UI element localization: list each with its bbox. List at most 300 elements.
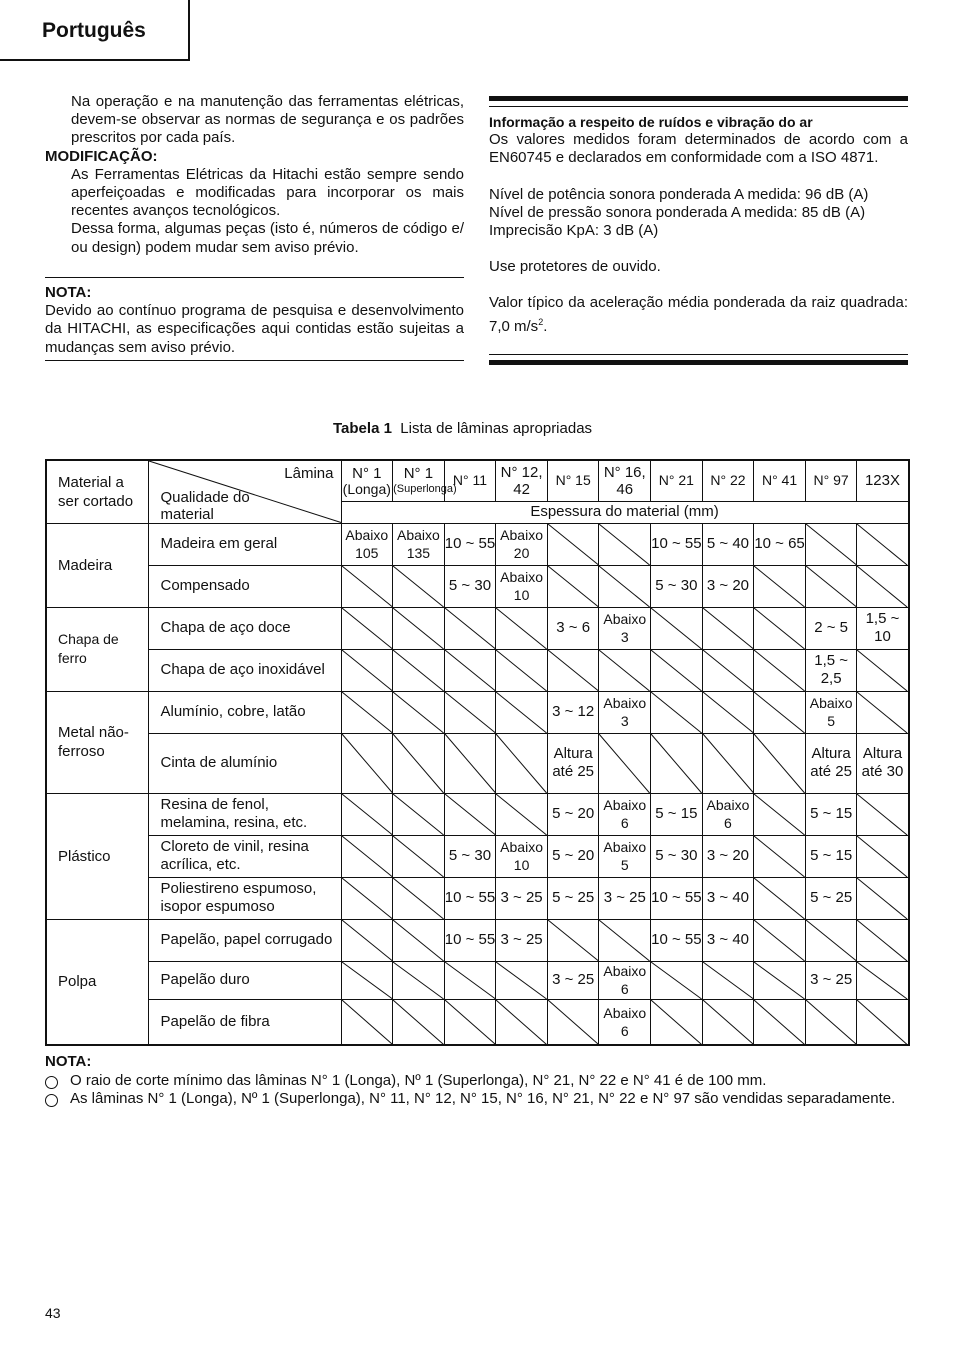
empty-cell [393, 835, 445, 877]
empty-cell-diagonal [496, 794, 547, 835]
header-material: Material a ser cortado [46, 460, 148, 523]
thickness-cell: Abaixo 10 [496, 565, 548, 607]
thickness-cell: 5 ~ 15 [805, 793, 857, 835]
language-label: Português [42, 19, 146, 42]
diagonal-line [342, 878, 393, 919]
empty-cell-diagonal [806, 566, 857, 607]
thickness-cell: Abaixo 6 [599, 961, 651, 999]
empty-cell [393, 919, 445, 961]
header-quality-label: Qualidade do material [160, 489, 250, 523]
diagonal-line [342, 734, 393, 793]
blade-header [393, 460, 457, 501]
empty-cell-diagonal [393, 920, 444, 961]
thickness-cell: Abaixo 105 [341, 523, 393, 565]
footnote-2 [45, 1090, 908, 1109]
diagonal-line [393, 836, 444, 877]
blade-table [45, 459, 910, 1046]
thickness-cell: Abaixo 5 [805, 691, 857, 733]
blade-header [547, 460, 599, 501]
empty-cell [754, 793, 806, 835]
diagonal-line [599, 734, 650, 793]
blade-header [651, 460, 703, 501]
material-quality: Papelão, papel corrugado [148, 919, 341, 961]
empty-cell-diagonal [754, 566, 805, 607]
empty-cell-diagonal [651, 1000, 702, 1045]
empty-cell-diagonal [496, 1000, 547, 1045]
empty-cell-diagonal [754, 836, 805, 877]
empty-cell-diagonal [393, 650, 444, 691]
diagonal-line [548, 524, 599, 565]
diagonal-line [393, 962, 444, 999]
diagonal-line [857, 920, 907, 961]
empty-cell-diagonal [342, 608, 393, 649]
diagonal-line [599, 650, 650, 691]
diagonal-line [806, 920, 857, 961]
diagonal-line [651, 1000, 702, 1045]
thickness-cell: Altura até 25 [547, 733, 599, 793]
blade-header [754, 460, 806, 501]
thickness-cell: 5 ~ 15 [651, 793, 703, 835]
empty-cell [857, 919, 909, 961]
diagonal-line [342, 836, 393, 877]
right-bottom-thick-rule [489, 360, 908, 365]
material-group: Polpa [46, 919, 148, 1045]
diagonal-line [342, 566, 393, 607]
empty-cell-diagonal [393, 692, 444, 733]
empty-cell-diagonal [703, 650, 754, 691]
empty-cell [754, 877, 806, 919]
diagonal-line [703, 1000, 754, 1045]
material-quality: Cinta de alumínio [148, 733, 341, 793]
blade-name: N° 11 [452, 472, 488, 489]
empty-cell [547, 565, 599, 607]
thickness-cell: 3 ~ 25 [496, 877, 548, 919]
empty-cell-diagonal [393, 878, 444, 919]
empty-cell-diagonal [342, 566, 393, 607]
vibration-end: . [543, 317, 548, 335]
empty-cell-diagonal [548, 650, 599, 691]
empty-cell [702, 691, 754, 733]
empty-cell [805, 919, 857, 961]
sound-power-level: Nível de potência sonora ponderada A medida: 96 dB (A) [489, 185, 869, 203]
empty-cell [341, 733, 393, 793]
thickness-cell: 10 ~ 55 [444, 877, 496, 919]
diagonal-line [857, 1000, 907, 1045]
note-heading: NOTA: [45, 284, 92, 301]
diagonal-line [342, 608, 393, 649]
diagonal-line [445, 794, 496, 835]
thickness-cell: 3 ~ 25 [599, 877, 651, 919]
table-row [46, 733, 909, 793]
diagonal-line [754, 1000, 805, 1045]
material-group: Plástico [46, 793, 148, 919]
empty-cell-diagonal [342, 836, 393, 877]
material-group: Metal não-ferroso [46, 691, 148, 793]
intro-paragraph: Na operação e na manutenção das ferramentas elétricas, devem-se observar as normas de segurança e os padrões prescritos por cada país. [71, 93, 464, 147]
empty-cell [754, 999, 806, 1045]
empty-cell [599, 523, 651, 565]
right-top-thick-rule [489, 96, 908, 101]
empty-cell-diagonal [393, 566, 444, 607]
empty-cell-diagonal [806, 1000, 857, 1045]
empty-cell [754, 607, 806, 649]
diagonal-line [703, 734, 754, 793]
empty-cell [651, 961, 703, 999]
empty-cell-diagonal [496, 608, 547, 649]
blade-name: N° 41 [761, 472, 798, 489]
diagonal-line [857, 566, 907, 607]
diagonal-line [806, 566, 857, 607]
footnotes [45, 1053, 908, 1109]
thickness-cell: Abaixo 6 [599, 793, 651, 835]
diagonal-line [342, 650, 393, 691]
blade-name: N° 1 [352, 464, 382, 482]
left-note-top-rule [45, 277, 464, 278]
diagonal-line [651, 692, 702, 733]
empty-cell [496, 691, 548, 733]
empty-cell-diagonal [806, 920, 857, 961]
empty-cell-diagonal [393, 836, 444, 877]
diagonal-line [548, 566, 599, 607]
material-quality: Resina de fenol, melamina, resina, etc. [148, 793, 341, 835]
diagonal-line [393, 608, 444, 649]
table-caption-label: Tabela 1 [333, 420, 392, 437]
empty-cell [444, 733, 496, 793]
empty-cell [341, 961, 393, 999]
blade-header [496, 460, 548, 501]
diagonal-line [857, 794, 907, 835]
diagonal-line [754, 734, 805, 793]
thickness-cell: 3 ~ 20 [702, 835, 754, 877]
empty-cell [341, 877, 393, 919]
thickness-cell: 3 ~ 20 [702, 565, 754, 607]
thickness-cell: Altura até 25 [805, 733, 857, 793]
thickness-cell: 3 ~ 12 [547, 691, 599, 733]
empty-cell-diagonal [496, 650, 547, 691]
diagonal-line [496, 608, 547, 649]
empty-cell [857, 835, 909, 877]
empty-cell-diagonal [342, 650, 393, 691]
empty-cell-diagonal [754, 1000, 805, 1045]
diagonal-line [754, 566, 805, 607]
thickness-cell: 10 ~ 55 [444, 523, 496, 565]
empty-cell [805, 565, 857, 607]
empty-cell [341, 919, 393, 961]
diagonal-line [703, 650, 754, 691]
empty-cell-diagonal [445, 1000, 496, 1045]
diagonal-line [496, 962, 547, 999]
empty-cell [444, 793, 496, 835]
table-row [46, 607, 909, 649]
header-blade-quality [148, 460, 341, 523]
empty-cell-diagonal [393, 734, 444, 793]
diagonal-line [651, 734, 702, 793]
empty-cell [496, 999, 548, 1045]
empty-cell [341, 835, 393, 877]
vibration-value [489, 294, 908, 335]
empty-cell [393, 733, 445, 793]
left-note-bottom-rule [45, 360, 464, 361]
empty-cell [805, 999, 857, 1045]
diagonal-line [703, 962, 754, 999]
diagonal-line [445, 734, 496, 793]
empty-cell [393, 793, 445, 835]
blade-name: N° 16, 46 [603, 463, 646, 498]
empty-cell-diagonal [548, 566, 599, 607]
empty-cell-diagonal [548, 920, 599, 961]
hearing-protection: Use protetores de ouvido. [489, 258, 661, 276]
empty-cell [857, 961, 909, 999]
empty-cell [547, 649, 599, 691]
empty-cell [341, 607, 393, 649]
diagonal-line [651, 608, 702, 649]
diagonal-line [496, 1000, 547, 1045]
right-top-thin-rule [489, 106, 908, 107]
empty-cell [754, 835, 806, 877]
header-blade-label: Lâmina [284, 465, 334, 482]
thickness-cell: 10 ~ 55 [444, 919, 496, 961]
diagonal-line [754, 692, 805, 733]
diagonal-line [857, 650, 907, 691]
diagonal-line [806, 524, 857, 565]
material-quality: Compensado [148, 565, 341, 607]
empty-cell [496, 961, 548, 999]
empty-cell [496, 649, 548, 691]
diagonal-line [754, 608, 805, 649]
blade-header [341, 460, 393, 501]
empty-cell [341, 649, 393, 691]
diagonal-line [445, 608, 496, 649]
blade-header [805, 460, 857, 501]
blade-variant: (Superlonga) [393, 482, 457, 495]
diagonal-line [857, 962, 907, 999]
diagonal-line [651, 650, 702, 691]
empty-cell-diagonal [754, 962, 805, 999]
material-quality: Papelão duro [148, 961, 341, 999]
empty-cell-diagonal [651, 962, 702, 999]
empty-cell [651, 733, 703, 793]
empty-cell [651, 691, 703, 733]
table-row [46, 649, 909, 691]
empty-cell-diagonal [342, 794, 393, 835]
empty-cell [444, 649, 496, 691]
empty-cell-diagonal [754, 920, 805, 961]
footnote-1-text: O raio de corte mínimo das lâminas N° 1 (Longa), Nº 1 (Superlonga), N° 21, N° 22 e N° 41 é de 100 mm. [70, 1071, 767, 1089]
blade-header [857, 460, 909, 501]
left-column [45, 93, 464, 257]
diagonal-line [393, 566, 444, 607]
table-caption [333, 420, 592, 437]
empty-cell-diagonal [599, 920, 650, 961]
diagonal-line [393, 650, 444, 691]
thickness-cell: 10 ~ 65 [754, 523, 806, 565]
empty-cell [651, 607, 703, 649]
noise-title: Informação a respeito de ruídos e vibração do ar [489, 114, 813, 130]
thickness-cell: Abaixo 3 [599, 691, 651, 733]
thickness-cell: 5 ~ 40 [702, 523, 754, 565]
sound-pressure-level: Nível de pressão sonora ponderada A medida: 85 dB (A) [489, 203, 866, 221]
empty-cell [857, 793, 909, 835]
footnote-title: NOTA [45, 1053, 87, 1070]
empty-cell-diagonal [754, 734, 805, 793]
empty-cell [341, 793, 393, 835]
diagonal-line [754, 650, 805, 691]
empty-cell [702, 607, 754, 649]
empty-cell [341, 565, 393, 607]
noise-paragraph-1: Os valores medidos foram determinados de acordo com a EN60745 e declarados em conformidade com a ISO 4871. [489, 131, 908, 167]
empty-cell-diagonal [754, 608, 805, 649]
note-title: NOTA [45, 284, 87, 301]
table-row [46, 919, 909, 961]
material-quality: Papelão de fibra [148, 999, 341, 1045]
empty-cell-diagonal [651, 608, 702, 649]
empty-cell [393, 961, 445, 999]
empty-cell [702, 961, 754, 999]
thickness-cell: 2 ~ 5 [805, 607, 857, 649]
empty-cell-diagonal [445, 692, 496, 733]
empty-cell-diagonal [754, 878, 805, 919]
thickness-cell: 3 ~ 40 [702, 877, 754, 919]
empty-cell-diagonal [754, 692, 805, 733]
diagonal-line [599, 920, 650, 961]
modification-title: MODIFICAÇÃO [45, 147, 153, 165]
empty-cell [651, 649, 703, 691]
blade-header [599, 460, 651, 501]
empty-cell-diagonal [393, 1000, 444, 1045]
empty-cell-diagonal [651, 692, 702, 733]
empty-cell [805, 523, 857, 565]
diagonal-line [599, 566, 650, 607]
empty-cell-diagonal [651, 650, 702, 691]
table-row [46, 961, 909, 999]
material-quality: Chapa de aço inoxidável [148, 649, 341, 691]
empty-cell [341, 691, 393, 733]
empty-cell-diagonal [754, 650, 805, 691]
empty-cell-diagonal [496, 962, 547, 999]
empty-cell-diagonal [806, 524, 857, 565]
thickness-cell: 5 ~ 30 [651, 835, 703, 877]
right-column [489, 113, 908, 336]
empty-cell [444, 961, 496, 999]
footnote-2-text: As lâminas N° 1 (Longa), Nº 1 (Superlonga), N° 11, N° 12, N° 15, N° 16, N° 21, N° 22 e N° 97 são vendidas separadamente. [70, 1090, 896, 1107]
empty-cell-diagonal [445, 794, 496, 835]
material-quality: Madeira em geral [148, 523, 341, 565]
diagonal-line [703, 692, 754, 733]
diagonal-line [393, 794, 444, 835]
blade-name: N° 22 [710, 472, 746, 489]
empty-cell-diagonal [857, 878, 907, 919]
diagonal-line [754, 794, 805, 835]
diagonal-line [754, 920, 805, 961]
table-row [46, 691, 909, 733]
empty-cell [857, 691, 909, 733]
empty-cell-diagonal [548, 524, 599, 565]
diagonal-line [393, 734, 444, 793]
thickness-cell: 3 ~ 25 [805, 961, 857, 999]
empty-cell-diagonal [599, 566, 650, 607]
thickness-cell: Abaixo 5 [599, 835, 651, 877]
empty-cell-diagonal [445, 608, 496, 649]
diagonal-line [445, 962, 496, 999]
blade-name: N° 12, 42 [500, 463, 543, 498]
empty-cell-diagonal [651, 734, 702, 793]
diagonal-line [496, 794, 547, 835]
blade-name: N° 15 [555, 472, 591, 489]
modification-paragraph-2: Dessa forma, algumas peças (isto é, números de código e/ ou design) podem mudar sem aviso prévio. [71, 220, 464, 256]
empty-cell [444, 691, 496, 733]
diagonal-line [342, 962, 393, 999]
diagonal-line [342, 794, 393, 835]
blade-header [702, 460, 754, 501]
empty-cell [393, 607, 445, 649]
empty-cell-diagonal [857, 836, 907, 877]
diagonal-line [754, 878, 805, 919]
empty-cell-diagonal [599, 524, 650, 565]
table-row [46, 565, 909, 607]
diagonal-line [445, 650, 496, 691]
diagonal-line [857, 878, 907, 919]
diagonal-line [548, 1000, 599, 1045]
empty-cell-diagonal [599, 650, 650, 691]
empty-cell [702, 649, 754, 691]
empty-cell [754, 649, 806, 691]
empty-cell-diagonal [342, 878, 393, 919]
diagonal-line [857, 692, 907, 733]
note-paragraph: Devido ao contínuo programa de pesquisa e desenvolvimento da HITACHI, as especificações aqui contidas estão sujeitas a mudanças sem aviso prévio. [45, 302, 464, 356]
thickness-cell: Abaixo 3 [599, 607, 651, 649]
empty-cell [444, 607, 496, 649]
empty-cell [651, 999, 703, 1045]
empty-cell [754, 691, 806, 733]
material-group: Chapa de ferro [46, 607, 148, 691]
thickness-cell: 10 ~ 55 [651, 919, 703, 961]
thickness-cell: 5 ~ 30 [444, 565, 496, 607]
table-row [46, 999, 909, 1045]
empty-cell-diagonal [445, 650, 496, 691]
table-caption-text: Lista de lâminas apropriadas [400, 420, 593, 437]
empty-cell-diagonal [857, 794, 907, 835]
bullet-circle-icon [45, 1094, 58, 1107]
thickness-cell: 1,5 ~ 10 [857, 607, 909, 649]
empty-cell-diagonal [393, 794, 444, 835]
empty-cell [754, 565, 806, 607]
blade-name: N° 1 [403, 464, 434, 482]
footnote-heading: NOTA: [45, 1053, 92, 1070]
right-bottom-thin-rule [489, 354, 908, 355]
bullet-circle-icon [45, 1076, 58, 1089]
empty-cell-diagonal [857, 650, 907, 691]
empty-cell-diagonal [754, 794, 805, 835]
empty-cell [393, 565, 445, 607]
footnote-1 [45, 1072, 908, 1091]
diagonal-line [754, 962, 805, 999]
diagonal-line [445, 1000, 496, 1045]
thickness-cell: 10 ~ 55 [651, 523, 703, 565]
table-row [46, 523, 909, 565]
empty-cell-diagonal [496, 734, 547, 793]
diagonal-line [754, 836, 805, 877]
empty-cell [496, 733, 548, 793]
empty-cell [599, 565, 651, 607]
thickness-cell: 3 ~ 25 [496, 919, 548, 961]
diagonal-line [342, 920, 393, 961]
thickness-cell: 3 ~ 25 [547, 961, 599, 999]
diagonal-line [857, 836, 907, 877]
empty-cell [393, 691, 445, 733]
empty-cell-diagonal [703, 608, 754, 649]
material-group: Madeira [46, 523, 148, 607]
page-number: 43 [45, 1305, 61, 1321]
